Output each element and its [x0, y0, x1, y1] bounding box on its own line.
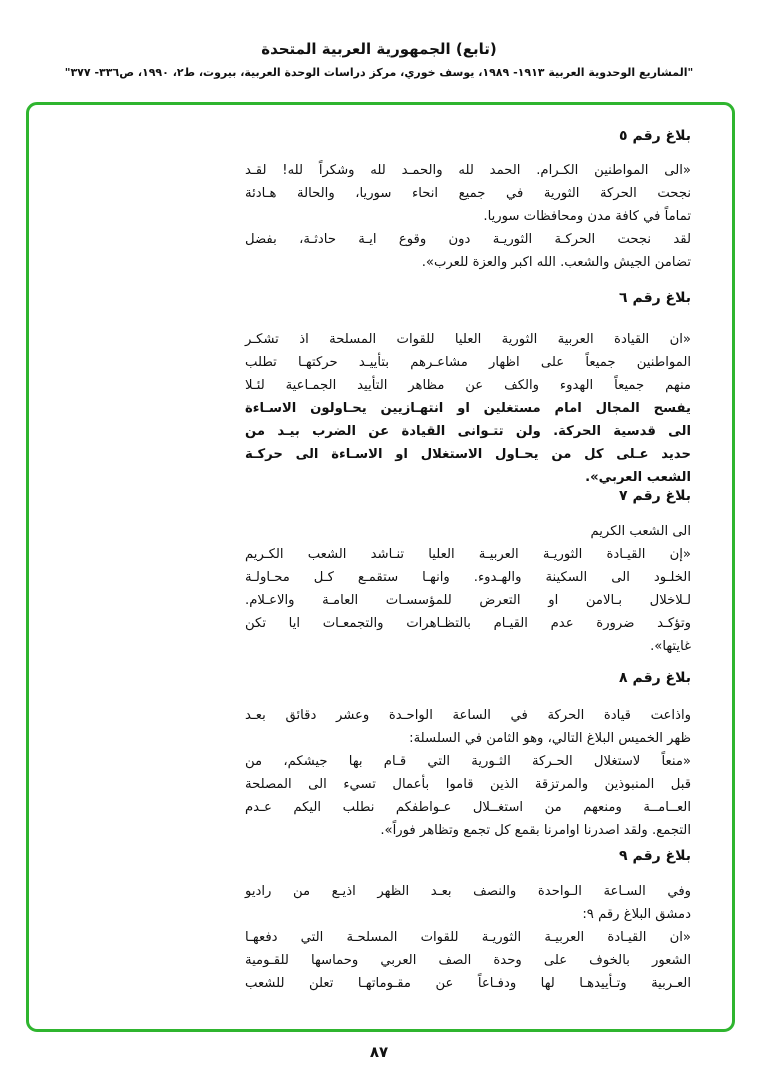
- text-line: «ان القيـادة العربيـة الثوريـة للقوات المسلحـة التي دفعهـا: [245, 930, 691, 945]
- text-line: وفي السـاعة الـواحدة والنصف بعـد الظهر اذيـع من راديو: [245, 884, 691, 899]
- bulletin-6: [245, 288, 691, 489]
- text-line: لـلاخلال بـالامن او التعرض للمؤسسـات العامـة والاعـلام.: [245, 593, 691, 608]
- text-line: «إن القيـادة الثوريـة العربيـة العليا تنـاشد الشعب الكـريم: [245, 547, 691, 562]
- text-line: «الى المواطنين الكـرام. الحمد لله والحمـد لله وشكراً لله! لقـد: [245, 163, 691, 178]
- bulletin-8: [245, 668, 691, 842]
- paragraph: [245, 704, 691, 750]
- text-line: «منعاً لاستغلال الحـركة الثـورية التي قـام بها جيشكم، من: [245, 754, 691, 769]
- bulletin-heading: بلاغ رقم ٨: [619, 670, 691, 686]
- paragraph: [245, 328, 691, 489]
- page-number: ٨٧: [369, 1043, 389, 1061]
- text-line: الشعب العربي».: [585, 470, 691, 485]
- text-line: حديد عـلى كل من يحـاول الاستغلال او الاسـاءة الى حركـة: [245, 447, 691, 462]
- text-line: الى الشعب الكريم: [590, 524, 691, 539]
- bulletin-heading: بلاغ رقم ٥: [619, 128, 691, 144]
- text-line: تماماً في كافة مدن ومحافظات سوريا.: [483, 209, 691, 224]
- text-line: نجحت الحركة الثورية في جميع انحاء سوريا، والحالة هـادئة: [245, 186, 691, 201]
- bulletin-7: [245, 486, 691, 658]
- text-line: دمشق البلاغ رقم ٩:: [582, 907, 691, 922]
- source-citation: "المشاريع الوحدوية العربية ١٩١٣- ١٩٨٩، يوسف خوري، مركز دراسات الوحدة العربية، بيروت، ط٢، ١٩٩٠، ص٣٣٦- ٣٧٧": [64, 66, 694, 79]
- bulletin-5: [245, 126, 691, 274]
- text-line: منهم جميعاً الهدوء والكف عن مظاهر التأييد الجمـاعية لئـلا: [245, 378, 691, 393]
- text-line: يفسح المجال امام مستغلين او انتهـازيين يحـاولون الاسـاءة: [245, 401, 691, 416]
- text-line: العـربية وتـأييدهـا لها ودفـاعاً عن مقـوماتهـا تعلن للشعب: [245, 976, 691, 991]
- paragraph: [245, 159, 691, 228]
- paragraph: [245, 926, 691, 995]
- text-line: التجمع. ولقد اصدرنا اوامرنا بقمع كل تجمع وتظاهر فوراً».: [380, 823, 691, 838]
- text-line: لقد نجحت الحركـة الثوريـة دون وقوع ايـة حادثـة، بفضل: [245, 232, 691, 247]
- paragraph: [245, 543, 691, 658]
- bulletin-9: [245, 846, 691, 995]
- text-line: ظهر الخميس البلاغ التالي، وهو الثامن في السلسلة:: [409, 731, 691, 746]
- bulletin-heading: بلاغ رقم ٧: [619, 488, 691, 504]
- text-line: العــامــة ومنعهم من استغــلال عـواطفكم نطلب اليكم عـدم: [245, 800, 691, 815]
- text-line: تضامن الجيش والشعب. الله اكبر والعزة للعرب».: [421, 255, 691, 270]
- text-line: الشعور بالخوف على وحدة الصف العربي وحماسها للقـومية: [245, 953, 691, 968]
- text-line: المواطنين جميعاً على اظهار مشاعـرهم بتأييـد حركتهـا تطلب: [245, 355, 691, 370]
- paragraph: [245, 520, 691, 543]
- paragraph: [245, 880, 691, 926]
- text-line: الخلـود الى السكينة والهـدوء. وانهـا ستقمـع كـل محـاولـة: [245, 570, 691, 585]
- paragraph: [245, 750, 691, 842]
- text-line: «ان القيادة العربية الثورية العليا للقوات المسلحة اذ تشكـر: [245, 332, 691, 347]
- text-line: واذاعت قيادة الحركة في الساعة الواحـدة وعشر دقائق بعـد: [245, 708, 691, 723]
- text-line: غايتها».: [650, 639, 691, 654]
- bulletin-heading: بلاغ رقم ٦: [619, 290, 691, 306]
- text-line: قبل المنبوذين والمرتزقة الذين قاموا بأعمال تسيء الى المصلحة: [245, 777, 691, 792]
- bulletin-heading: بلاغ رقم ٩: [619, 848, 691, 864]
- text-line: وتؤكـد ضرورة عدم القيـام بالتظـاهرات والتجمعـات ايا تكن: [245, 616, 691, 631]
- paragraph: [245, 228, 691, 274]
- text-line: الى قدسية الحركة. ولن تتـوانى القيادة عن الضرب بيـد من: [245, 424, 691, 439]
- page-title: (تابع) الجمهورية العربية المتحدة: [261, 40, 497, 58]
